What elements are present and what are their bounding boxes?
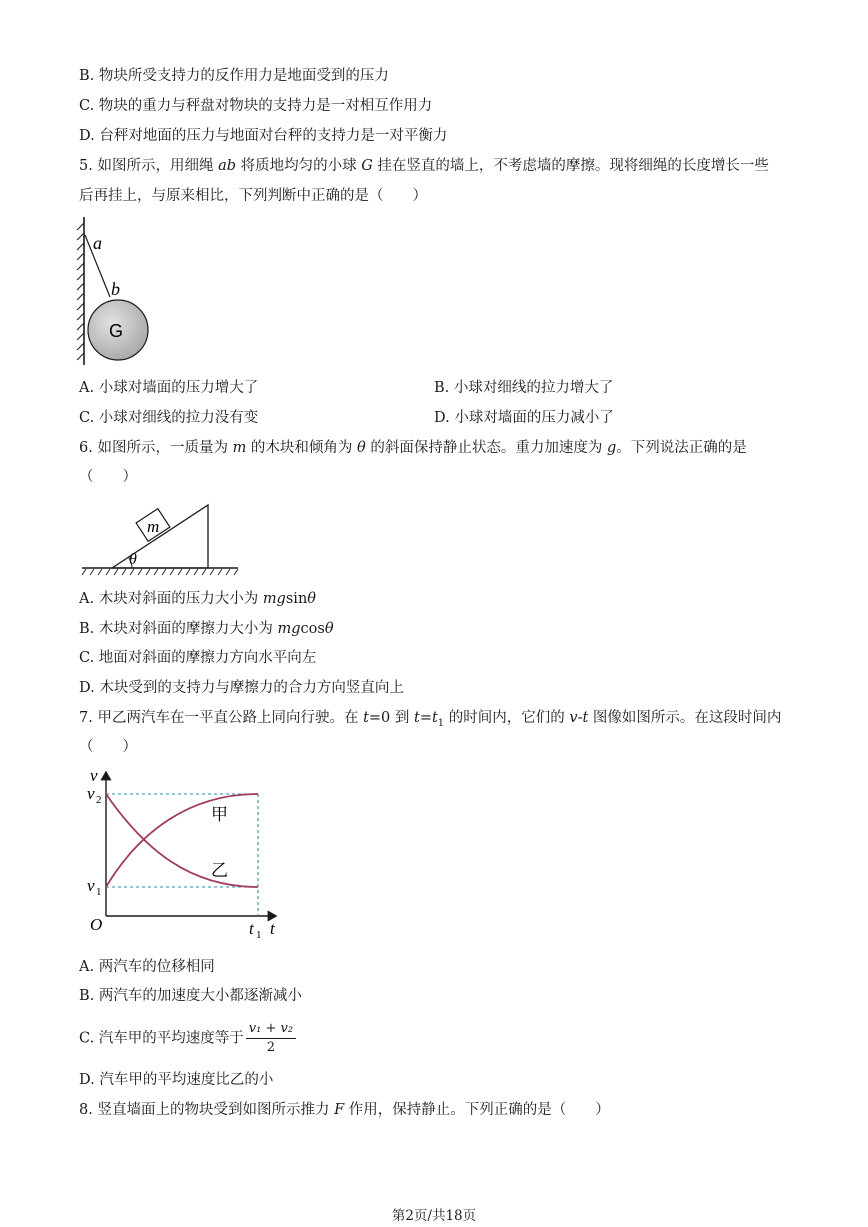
q7-stem: 7. 甲乙两汽车在一平直公路上同向行驶。在 t=0 到 $t=t_1$ 的时间内，它们的 v-t 图像如图所示。在这段时间内 (79, 710, 782, 729)
label-a: a (93, 233, 102, 253)
q7-option-a: A. 两汽车的位移相同 (79, 959, 215, 975)
q4-option-c: C. 物块的重力与秤盘对物块的支持力是一对相互作用力 (79, 98, 433, 114)
label-t1: t (249, 919, 254, 938)
q6-option-a: A. 木块对斜面的压力大小为 mgsinθ (79, 591, 317, 607)
q6-figure-incline (80, 500, 240, 578)
label-jia: 甲 (211, 805, 228, 825)
curve-jia (106, 794, 258, 887)
q7-fraction: $\frac{\text{v₁ + v₂}}{2}$ (246, 1020, 296, 1057)
label-origin: O (90, 915, 103, 934)
page-footer: 第2页/共18页 (391, 1208, 477, 1224)
q7-option-c: C. 汽车甲的平均速度等于 $\frac{\text{v₁ + v₂}}{2}$ (79, 1020, 296, 1057)
label-t-axis: t (270, 919, 275, 938)
q6-answer-paren: （ ） (79, 469, 137, 485)
wall-hatching (77, 223, 84, 360)
q5-stem-line2: 后再挂上，与原来相比，下列判断中正确的是（ ） (79, 188, 427, 204)
q7-option-d: D. 汽车甲的平均速度比乙的小 (79, 1072, 274, 1088)
q7-answer-paren: （ ） (79, 739, 137, 755)
label-v2-sub: 2 (96, 794, 102, 806)
label-g: G (109, 321, 124, 341)
q5-stem-line1: 5. 如图所示，用细绳 ab 将质地均匀的小球 G 挂在竖直的墙上，不考虑墙的摩擦。现将细绳的长度增长一些 (79, 158, 769, 174)
q6-stem: 6. 如图所示，一质量为 m 的木块和倾角为 θ 的斜面保持静止状态。重力加速度为 g。下列说法正确的是 (79, 440, 747, 456)
label-t1-sub: 1 (256, 929, 262, 941)
label-b: b (111, 279, 120, 299)
q5-option-a: A. 小球对墙面的压力增大了 (79, 380, 259, 396)
label-m: m (147, 517, 160, 536)
q8-stem: 8. 竖直墙面上的物块受到如图所示推力 F 作用，保持静止。下列正确的是（ ） (79, 1102, 610, 1118)
q5-option-d: D. 小球对墙面的压力减小了 (434, 410, 614, 426)
label-v2: v (87, 784, 95, 803)
ground-hatching (82, 569, 238, 575)
label-theta: θ (129, 551, 137, 568)
label-v1-sub: 1 (96, 886, 102, 898)
label-v1: v (87, 876, 95, 895)
label-v-axis: v (90, 766, 98, 785)
q5-option-b: B. 小球对细线的拉力增大了 (434, 380, 614, 396)
q4-option-d: D. 台秤对地面的压力与地面对台秤的支持力是一对平衡力 (79, 128, 448, 144)
q6-option-b: B. 木块对斜面的摩擦力大小为 mgcosθ (79, 621, 334, 637)
q6-option-c: C. 地面对斜面的摩擦力方向水平向左 (79, 650, 317, 666)
q4-option-b: B. 物块所受支持力的反作用力是地面受到的压力 (79, 68, 389, 84)
q5-option-c: C. 小球对细线的拉力没有变 (79, 410, 259, 426)
curve-yi (106, 794, 258, 887)
q6-option-d: D. 木块受到的支持力与摩擦力的合力方向竖直向上 (79, 680, 404, 696)
q7-figure-vt-graph (84, 764, 284, 942)
q5-figure-wall-ball (74, 215, 174, 370)
q7-option-b: B. 两汽车的加速度大小都逐渐减小 (79, 988, 302, 1004)
label-yi: 乙 (211, 861, 228, 881)
